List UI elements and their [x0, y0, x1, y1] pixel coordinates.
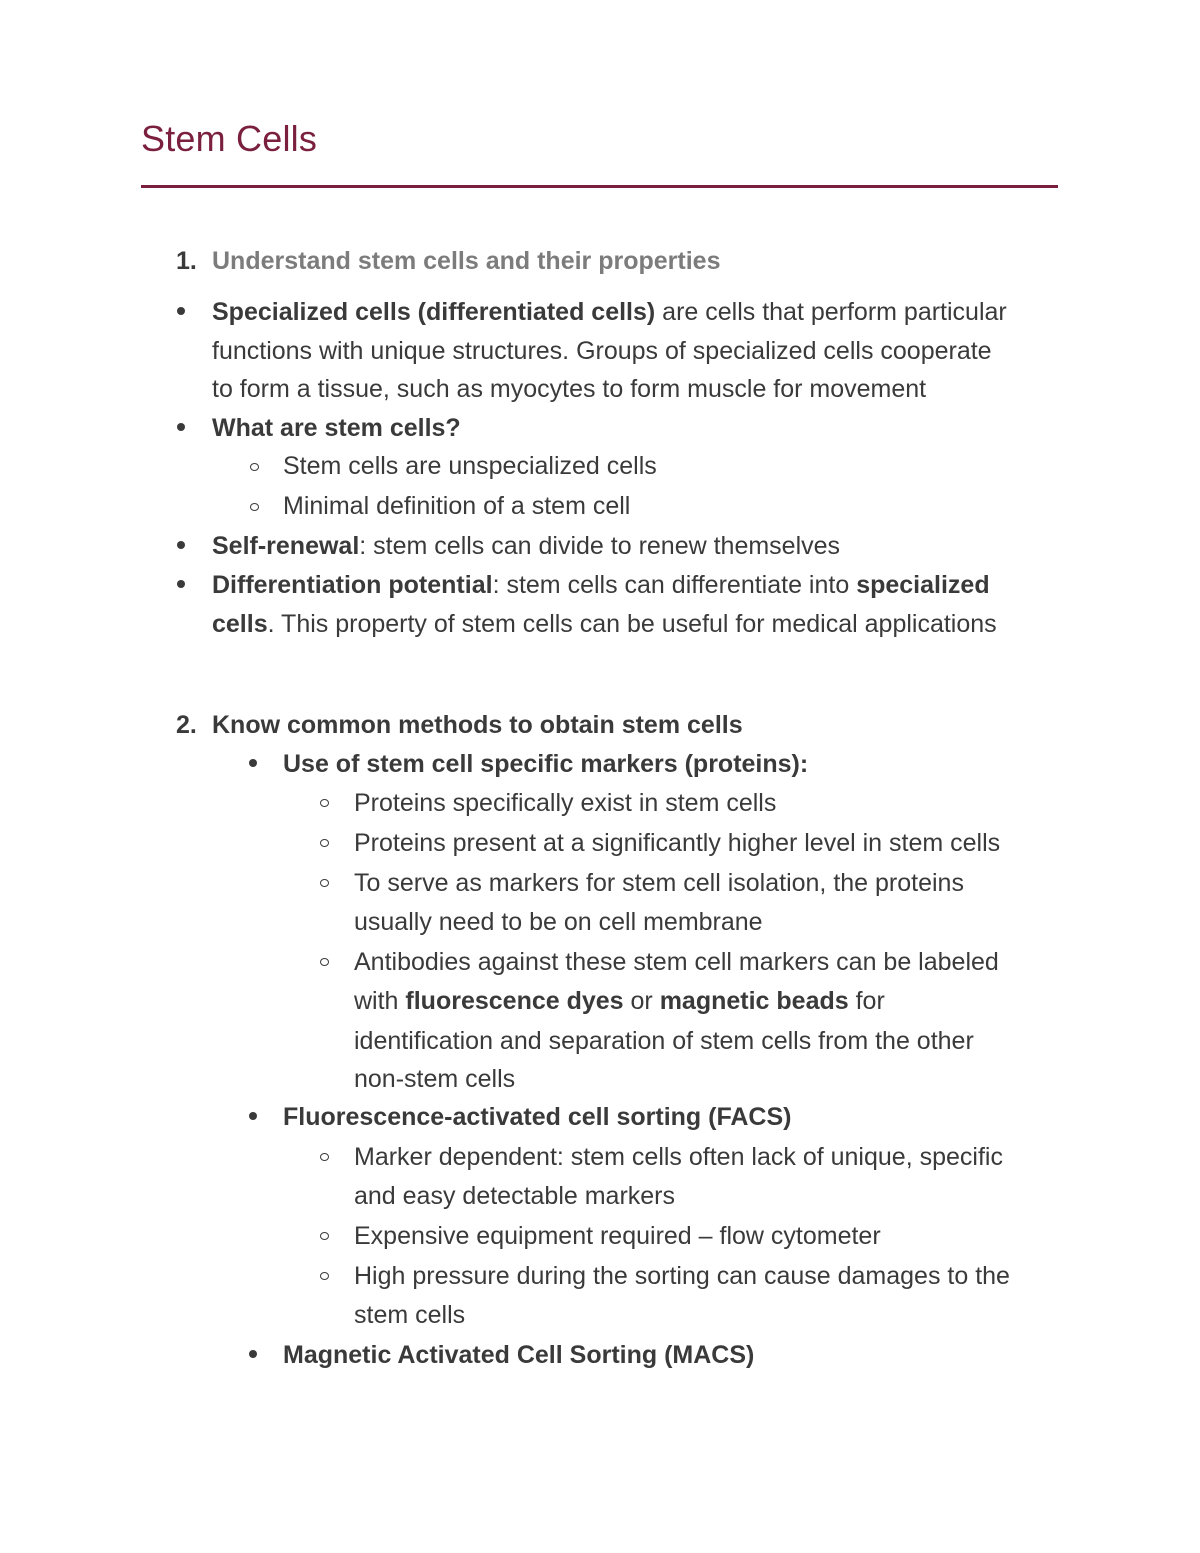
circle-bullet-icon: [250, 503, 259, 511]
sub-list-item: Antibodies against these stem cell markers can be labeled: [354, 948, 999, 976]
section-2-number: 2.: [176, 711, 197, 739]
bullet-icon: [249, 759, 257, 767]
sub-list-item-continuation: and easy detectable markers: [354, 1182, 676, 1210]
circle-bullet-icon: [320, 1232, 329, 1240]
list-item: Fluorescence-activated cell sorting (FACS): [283, 1103, 792, 1131]
sub-list-item-continuation: with fluorescence dyes or magnetic beads for: [354, 987, 885, 1015]
circle-bullet-icon: [320, 958, 329, 966]
list-item-continuation: to form a tissue, such as myocytes to form muscle for movement: [212, 375, 927, 403]
circle-bullet-icon: [250, 463, 259, 471]
circle-bullet-icon: [320, 1153, 329, 1161]
bullet-icon: [177, 307, 185, 315]
bullet-icon: [177, 580, 185, 588]
sub-list-item: High pressure during the sorting can cause damages to the: [354, 1262, 1010, 1290]
sub-list-item-continuation: non-stem cells: [354, 1065, 516, 1093]
bullet-icon: [249, 1112, 257, 1120]
sub-list-item-continuation: identification and separation of stem cells from the other: [354, 1027, 974, 1055]
list-item: Self-renewal: stem cells can divide to renew themselves: [212, 532, 841, 560]
sub-list-item: Proteins present at a significantly higher level in stem cells: [354, 829, 1001, 857]
sub-list-item: Expensive equipment required – flow cytometer: [354, 1222, 881, 1250]
list-item: Specialized cells (differentiated cells) are cells that perform particular: [212, 298, 1007, 326]
bullet-icon: [177, 423, 185, 431]
circle-bullet-icon: [320, 799, 329, 807]
sub-list-item: Stem cells are unspecialized cells: [283, 452, 657, 480]
sub-list-item: Marker dependent: stem cells often lack of unique, specific: [354, 1143, 1003, 1171]
list-item: Use of stem cell specific markers (proteins):: [283, 750, 809, 778]
page-title: Stem Cells: [141, 118, 318, 159]
circle-bullet-icon: [320, 839, 329, 847]
sub-list-item-continuation: usually need to be on cell membrane: [354, 908, 763, 936]
circle-bullet-icon: [320, 1272, 329, 1280]
sub-list-item: Minimal definition of a stem cell: [283, 492, 631, 520]
title-divider: [141, 185, 1058, 188]
list-item: What are stem cells?: [212, 414, 461, 442]
bullet-icon: [249, 1350, 257, 1358]
section-1-number: 1.: [176, 247, 197, 275]
circle-bullet-icon: [320, 879, 329, 887]
list-item-continuation: functions with unique structures. Groups of specialized cells cooperate: [212, 337, 992, 365]
list-item: Differentiation potential: stem cells can differentiate into specialized: [212, 571, 990, 599]
section-1-heading: Understand stem cells and their properties: [212, 247, 721, 275]
sub-list-item: Proteins specifically exist in stem cells: [354, 789, 777, 817]
sub-list-item-continuation: stem cells: [354, 1301, 466, 1329]
list-item-continuation: cells. This property of stem cells can be useful for medical applications: [212, 610, 997, 638]
list-item: Magnetic Activated Cell Sorting (MACS): [283, 1341, 755, 1369]
section-2-heading: Know common methods to obtain stem cells: [212, 711, 743, 739]
bullet-icon: [177, 541, 185, 549]
sub-list-item: To serve as markers for stem cell isolation, the proteins: [354, 869, 964, 897]
